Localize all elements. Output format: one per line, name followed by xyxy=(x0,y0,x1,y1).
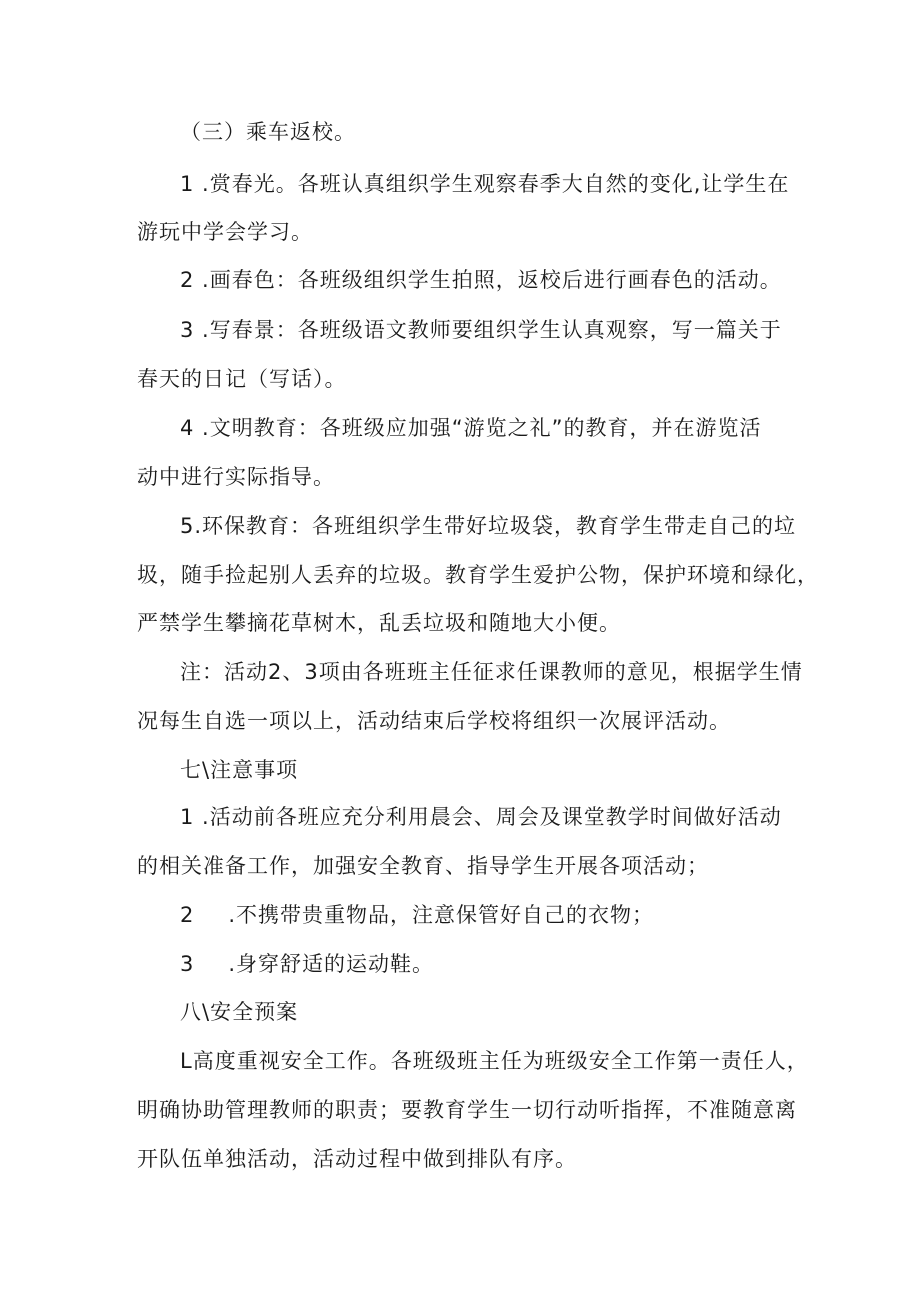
paragraph-line: 春天的日记（写话）。 xyxy=(137,367,347,391)
paragraph-line: 5.环保教育：各班组织学生带好垃圾袋，教育学生带走自己的垃 xyxy=(180,514,797,538)
list-item-number: 2 xyxy=(180,903,195,927)
list-item-text: .不携带贵重物品，注意保管好自己的衣物； xyxy=(228,903,655,927)
note-line: 注：活动2、3项由各班班主任征求任课教师的意见，根据学生情 xyxy=(180,660,803,684)
list-item-2 xyxy=(180,901,654,929)
section-heading-safety: 八\安全预案 xyxy=(180,1000,299,1024)
paragraph-line: 4 .文明教育：各班级应加强“游览之礼”的教育，并在游览活 xyxy=(180,416,762,440)
paragraph-line: 的相关准备工作，加强安全教育、指导学生开展各项活动； xyxy=(137,854,709,878)
paragraph-line: 动中进行实际指导。 xyxy=(137,465,335,489)
list-item-number: 3 xyxy=(180,952,195,976)
section-heading-return: （三）乘车返校。 xyxy=(180,120,356,144)
paragraph-line: 明确协助管理教师的职责；要教育学生一切行动听指挥，不准随意离 xyxy=(137,1098,797,1122)
section-heading-notes: 七\注意事项 xyxy=(180,758,299,782)
paragraph-line: L高度重视安全工作。各班级班主任为班级安全工作第一责任人， xyxy=(180,1049,809,1073)
paragraph-line: 1 .赏春光。各班认真组织学生观察春季大自然的变化,让学生在 xyxy=(180,172,790,196)
paragraph-line: 开队伍单独活动，活动过程中做到排队有序。 xyxy=(137,1147,577,1171)
paragraph-line: 3 .写春景：各班级语文教师要组织学生认真观察，写一篇关于 xyxy=(180,318,782,342)
paragraph-line: 圾，随手捡起别人丢弃的垃圾。教育学生爱护公物，保护环境和绿化， xyxy=(137,563,819,587)
note-line: 况每生自选一项以上，活动结束后学校将组织一次展评活动。 xyxy=(137,709,731,733)
paragraph-line: 2 .画春色：各班级组织学生拍照，返校后进行画春色的活动。 xyxy=(180,268,782,292)
list-item-text: .身穿舒适的运动鞋。 xyxy=(228,952,435,976)
paragraph-line: 严禁学生攀摘花草树木，乱丢垃圾和随地大小便。 xyxy=(137,611,621,635)
paragraph-line: 游玩中学会学习。 xyxy=(137,220,313,244)
paragraph-line: 1 .活动前各班应充分利用晨会、周会及课堂教学时间做好活动 xyxy=(180,805,782,829)
list-item-3 xyxy=(180,950,434,978)
